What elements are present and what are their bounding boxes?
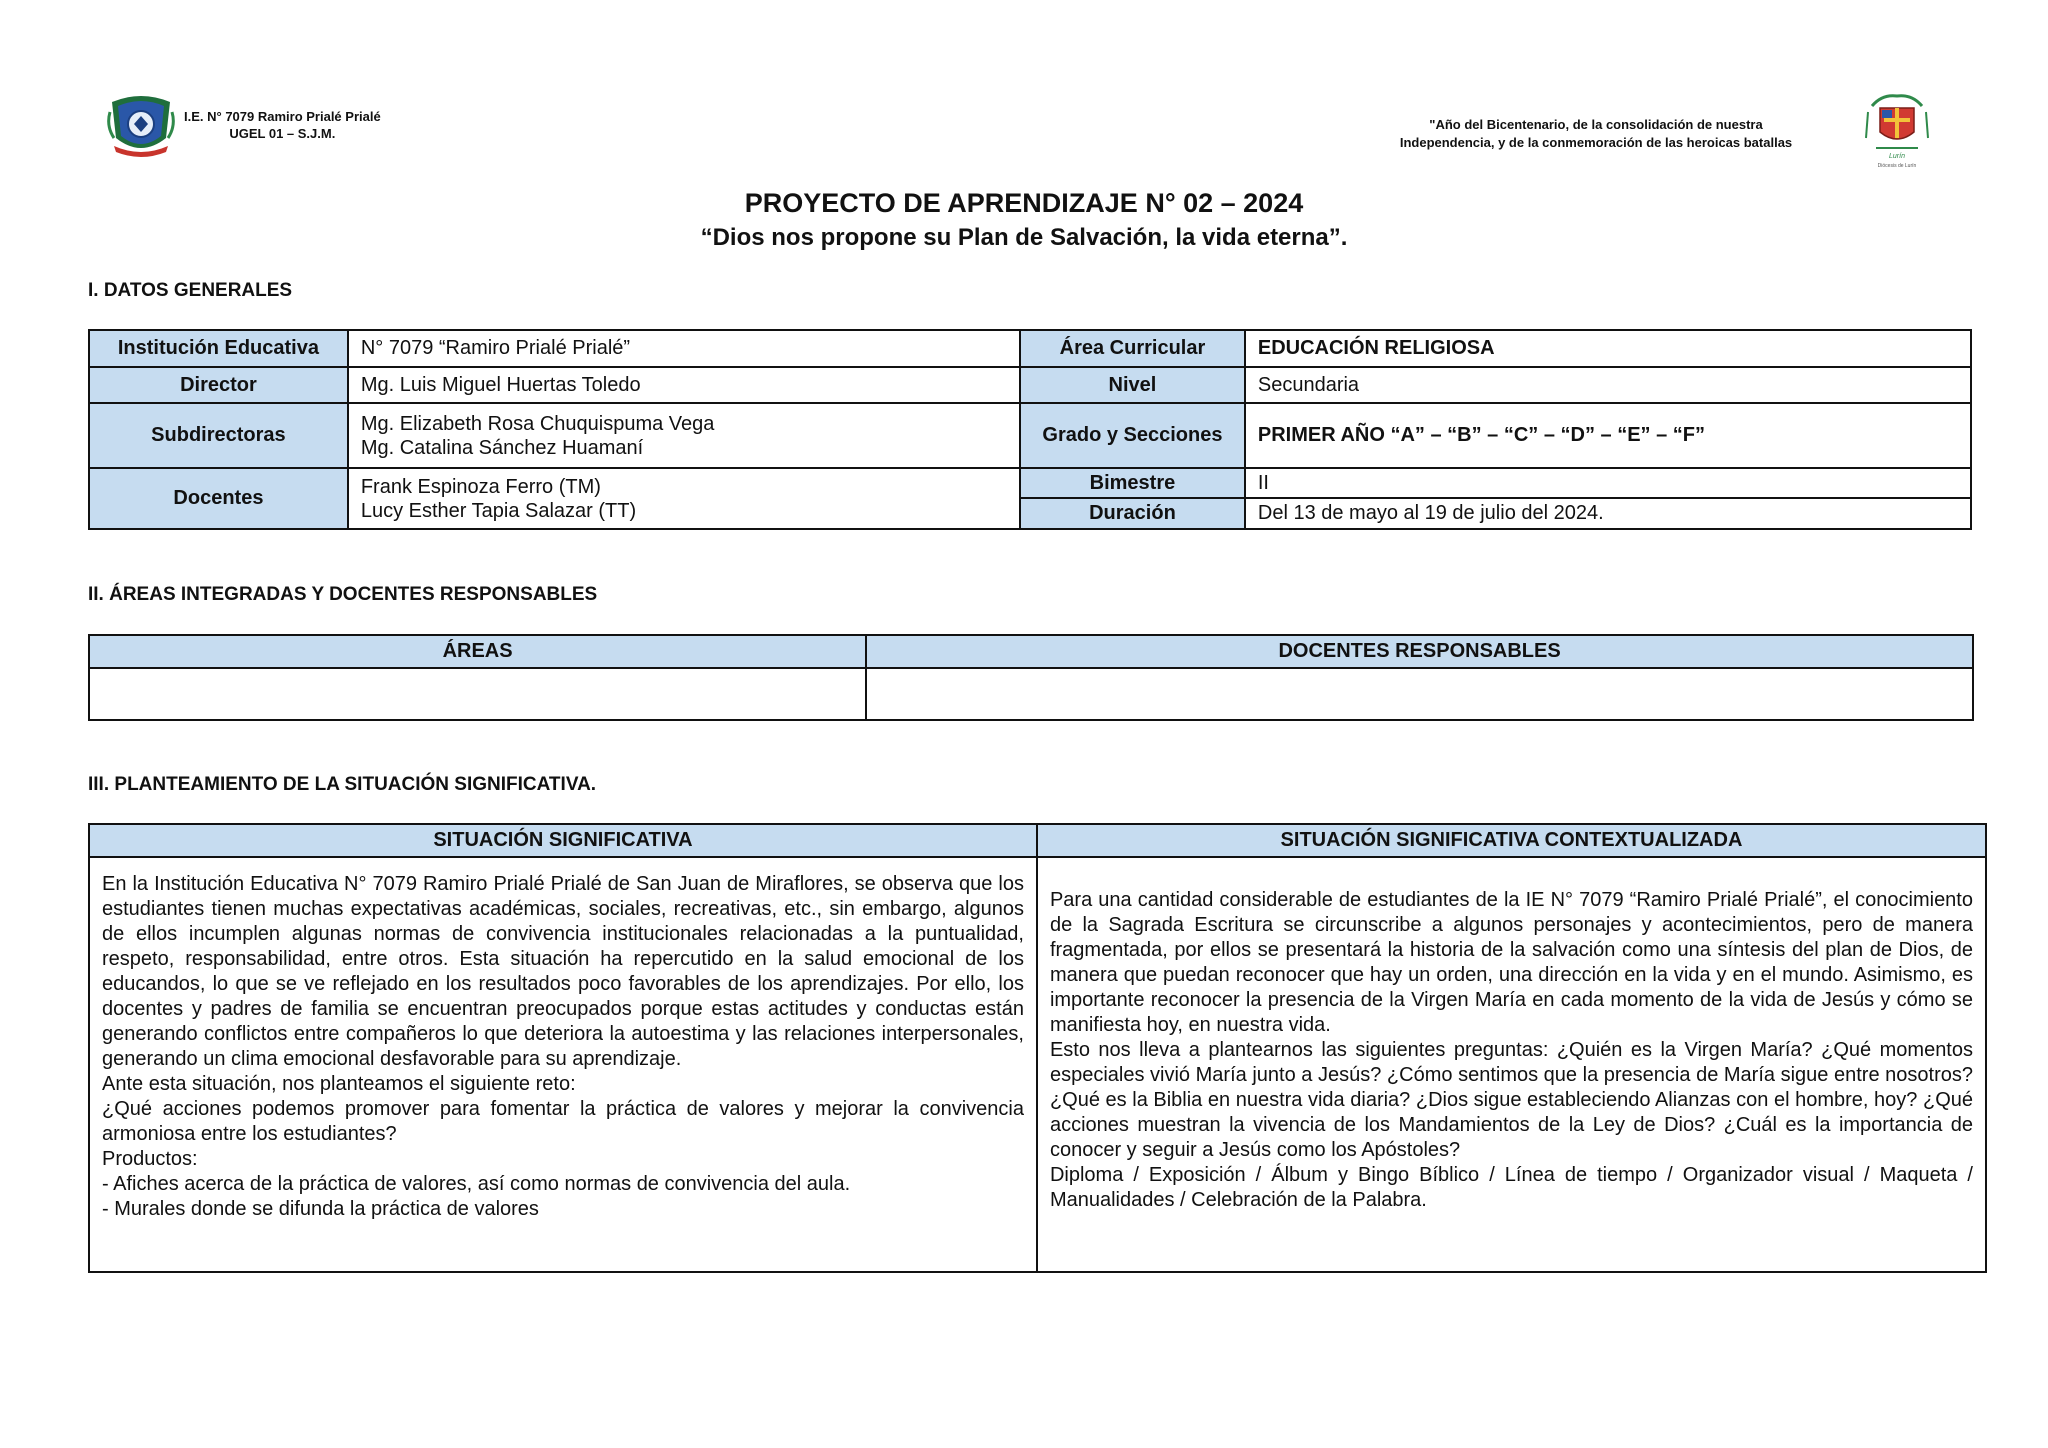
contextualizada-paragraph-1: Para una cantidad considerable de estudiantes de la IE N° 7079 “Ramiro Prialé Prialé”, el conocimiento de la Sagrada Escritura se circunscribe a algunos personajes y acontecimientos, pero de manera fragmentada, por ellos se presentará la historia de la salvación como una síntesis del plan de Dios, de manera que puedan reconocer que hay un orden, una dirección en la vida y en el mundo. Asimismo, es importante reconocer la presencia de la Virgen María en cada momento de la vida de Jesús y cómo se manifiesta hoy, en nuestra vida. bbox=[1049, 889, 1973, 1036]
reto-question: ¿Qué acciones podemos promover para fomentar la práctica de valores y mejorar la convivencia armoniosa entre los estudiantes? bbox=[102, 1098, 1024, 1145]
reto-intro: Ante esta situación, nos planteamos el siguiente reto: bbox=[102, 1073, 576, 1095]
label-subdirectoras: Subdirectoras bbox=[89, 403, 348, 468]
value-bimestre: II bbox=[1245, 468, 1971, 498]
situation-table bbox=[88, 823, 1987, 1273]
value-institucion: N° 7079 “Ramiro Prialé Prialé” bbox=[348, 330, 1020, 367]
value-grado: PRIMER AÑO “A” – “B” – “C” – “D” – “E” – “F” bbox=[1245, 403, 1971, 468]
label-duracion: Duración bbox=[1020, 498, 1245, 529]
section-heading-areas: II. ÁREAS INTEGRADAS Y DOCENTES RESPONSABLES bbox=[88, 584, 598, 605]
docente-2: Lucy Esther Tapia Salazar (TT) bbox=[360, 499, 637, 522]
motto-line-1: "Año del Bicentenario, de la consolidación de nuestra bbox=[1429, 117, 1763, 132]
table-row bbox=[89, 403, 1971, 468]
situacion-contextualizada-text-cell bbox=[1037, 857, 1986, 1272]
section-heading-datos-generales: I. DATOS GENERALES bbox=[88, 280, 293, 301]
institution-header bbox=[184, 108, 381, 142]
header-docentes-responsables: DOCENTES RESPONSABLES bbox=[866, 635, 1973, 668]
diocese-caption: Diócesis de Lurín bbox=[1877, 163, 1917, 169]
value-director: Mg. Luis Miguel Huertas Toledo bbox=[348, 367, 1020, 403]
contextualizada-productos: Diploma / Exposición / Álbum y Bingo Bíblico / Línea de tiempo / Organizador visual / Maqueta / Manualidades / Celebración de la Palabra. bbox=[1049, 1164, 1973, 1211]
producto-1: - Afiches acerca de la práctica de valores, así como normas de convivencia del aula. bbox=[102, 1173, 851, 1195]
label-nivel: Nivel bbox=[1020, 367, 1245, 403]
label-director: Director bbox=[89, 367, 348, 403]
docente-1: Frank Espinoza Ferro (TM) bbox=[360, 475, 601, 498]
institution-name: I.E. N° 7079 Ramiro Prialé Prialé bbox=[184, 109, 381, 124]
header-areas: ÁREAS bbox=[89, 635, 866, 668]
svg-text:Lurín: Lurín bbox=[1889, 153, 1905, 160]
table-row bbox=[89, 468, 1971, 498]
section-heading-situacion: III. PLANTEAMIENTO DE LA SITUACIÓN SIGNIFICATIVA. bbox=[88, 774, 597, 795]
header-situacion-contextualizada: SITUACIÓN SIGNIFICATIVA CONTEXTUALIZADA bbox=[1037, 824, 1986, 857]
value-duracion: Del 13 de mayo al 19 de julio del 2024. bbox=[1245, 498, 1971, 529]
table-row bbox=[89, 824, 1986, 857]
value-subdirectoras bbox=[348, 403, 1020, 468]
label-bimestre: Bimestre bbox=[1020, 468, 1245, 498]
subdirectora-1: Mg. Elizabeth Rosa Chuquispuma Vega bbox=[360, 412, 715, 435]
project-title: PROYECTO DE APRENDIZAJE N° 02 – 2024 bbox=[744, 188, 1304, 218]
value-docentes bbox=[348, 468, 1020, 529]
areas-table bbox=[88, 634, 1974, 721]
header-situacion: SITUACIÓN SIGNIFICATIVA bbox=[89, 824, 1037, 857]
table-row bbox=[89, 668, 1973, 720]
ugel-name: UGEL 01 – S.J.M. bbox=[229, 126, 336, 141]
project-subtitle: “Dios nos propone su Plan de Salvación, la vida eterna”. bbox=[700, 224, 1348, 251]
contextualizada-paragraph-2: Esto nos lleva a plantearnos las siguientes preguntas: ¿Quién es la Virgen María? ¿Qué momentos especiales vivió María junto a Jesús? ¿Cómo sentimos que la presencia de María sigue entre nosotros? ¿Qué es la Biblia en nuestra vida diaria? ¿Dios sigue estableciendo Alianzas con el hombre, hoy? ¿Qué acciones muestran la vivencia de los Mandamientos de la Ley de Dios? ¿Cuál es la importancia de conocer y seguir a Jesús como los Apóstoles? bbox=[1049, 1039, 1973, 1161]
producto-2: - Murales donde se difunda la práctica de valores bbox=[102, 1198, 539, 1220]
general-data-table bbox=[88, 329, 1972, 530]
productos-label: Productos: bbox=[102, 1148, 198, 1170]
cell-areas-empty bbox=[89, 668, 866, 720]
value-nivel: Secundaria bbox=[1245, 367, 1971, 403]
table-row bbox=[89, 330, 1971, 367]
school-crest-icon bbox=[106, 92, 176, 160]
label-grado: Grado y Secciones bbox=[1020, 403, 1245, 468]
label-area: Área Curricular bbox=[1020, 330, 1245, 367]
motto-line-2: Independencia, y de la conmemoración de las heroicas batallas bbox=[1399, 135, 1793, 150]
year-motto bbox=[1366, 116, 1826, 152]
situacion-text-cell bbox=[89, 857, 1037, 1272]
subdirectora-2: Mg. Catalina Sánchez Huamaní bbox=[360, 436, 644, 459]
table-row bbox=[89, 635, 1973, 668]
label-institucion: Institución Educativa bbox=[89, 330, 348, 367]
diocese-crest-icon bbox=[1862, 92, 1932, 170]
table-row bbox=[89, 857, 1986, 1272]
value-area: EDUCACIÓN RELIGIOSA bbox=[1245, 330, 1971, 367]
table-row bbox=[89, 367, 1971, 403]
cell-docentes-empty bbox=[866, 668, 1973, 720]
label-docentes: Docentes bbox=[89, 468, 348, 529]
situacion-paragraph: En la Institución Educativa N° 7079 Ramiro Prialé Prialé de San Juan de Miraflores, se observa que los estudiantes tienen muchas expectativas académicas, sociales, recreativas, etc., sin embargo, algunos de ellos incumplen algunas normas de convivencia institucionales relacionadas a la puntualidad, respeto, responsabilidad, entre otros. Esta situación ha repercutido en la salud emocional de los educandos, lo que se ve reflejado en los resultados poco favorables de los aprendizajes. Por ello, los docentes y padres de familia se encuentran preocupados porque estas actitudes y conductas están generando conflictos entre compañeros lo que deteriora la autoestima y las relaciones interpersonales, generando un clima emocional desfavorable para su aprendizaje. bbox=[102, 873, 1024, 1070]
